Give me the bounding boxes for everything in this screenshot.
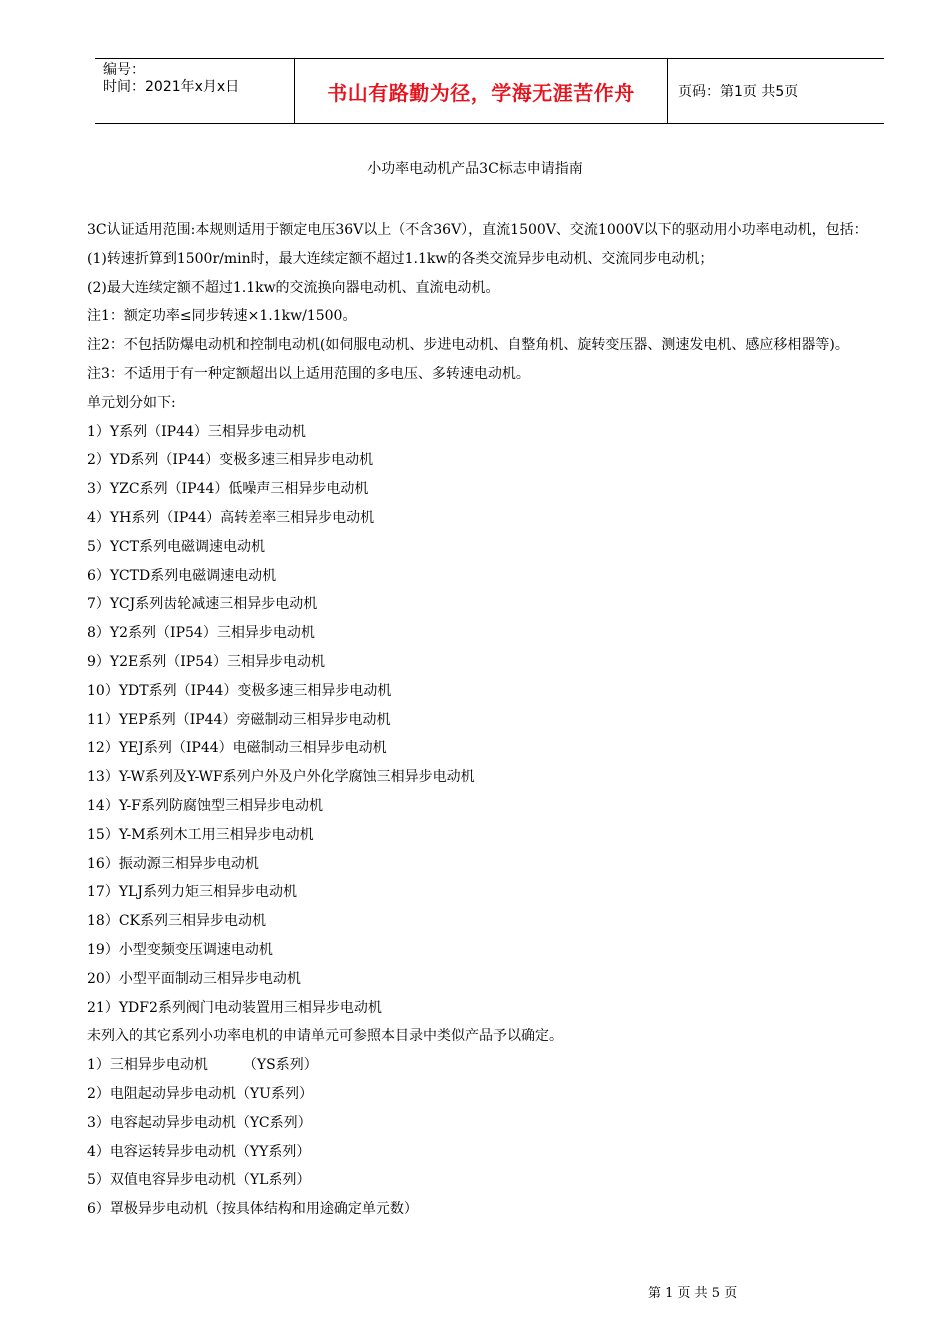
body-paragraph: 16）振动源三相异步电动机	[87, 855, 259, 872]
header-page-number: 页码：第1页 共5页	[678, 84, 799, 100]
body-paragraph: 13）Y-W系列及Y-WF系列户外及户外化学腐蚀三相异步电动机	[87, 769, 475, 786]
body-paragraph: 3）电容起动异步电动机（YC系列）	[87, 1114, 312, 1131]
body-paragraph: 12）YEJ系列（IP44）电磁制动三相异步电动机	[87, 740, 387, 757]
body-paragraph: 9）Y2E系列（IP54）三相异步电动机	[87, 653, 326, 670]
body-paragraph: 8）Y2系列（IP54）三相异步电动机	[87, 625, 315, 642]
body-paragraph: 10）YDT系列（IP44）变极多速三相异步电动机	[87, 682, 392, 699]
body-paragraph: 注2：不包括防爆电动机和控制电动机(如伺服电动机、步进电动机、自整角机、旋转变压器、测速发电机、感应移相器等)。	[87, 337, 849, 354]
body-paragraph: 1）三相异步电动机 （YS系列）	[87, 1057, 318, 1074]
body-paragraph: 1）Y系列（IP44）三相异步电动机	[87, 423, 306, 440]
body-paragraph: 15）Y-M系列木工用三相异步电动机	[87, 826, 314, 843]
body-paragraph: 单元划分如下:	[87, 394, 176, 411]
body-paragraph: 5）YCT系列电磁调速电动机	[87, 538, 265, 555]
page-header	[95, 58, 884, 124]
body-paragraph: 注1：额定功率≤同步转速×1.1kw/1500。	[87, 308, 357, 325]
body-paragraph: 19）小型变频变压调速电动机	[87, 941, 273, 958]
body-paragraph: 17）YLJ系列力矩三相异步电动机	[87, 884, 297, 901]
body-paragraph: 21）YDF2系列阀门电动装置用三相异步电动机	[87, 999, 382, 1016]
body-paragraph: 6）罩极异步电动机（按具体结构和用途确定单元数）	[87, 1201, 418, 1218]
document-body	[87, 216, 887, 1224]
body-paragraph: 11）YEP系列（IP44）旁磁制动三相异步电动机	[87, 711, 391, 728]
header-time: 时间：2021年x月x日	[103, 79, 240, 95]
body-paragraph: 6）YCTD系列电磁调速电动机	[87, 567, 277, 584]
body-paragraph: (1)转速折算到1500r/min时，最大连续定额不超过1.1kw的各类交流异步电动机、交流同步电动机；	[87, 250, 714, 267]
page-footer: 第 1 页 共 5 页	[648, 1286, 738, 1301]
body-paragraph: 4）YH系列（IP44）高转差率三相异步电动机	[87, 509, 375, 526]
body-paragraph: 14）Y-F系列防腐蚀型三相异步电动机	[87, 797, 323, 814]
body-paragraph: 18）CK系列三相异步电动机	[87, 913, 266, 930]
body-paragraph: (2)最大连续定额不超过1.1kw的交流换向器电动机、直流电动机。	[87, 279, 500, 296]
header-motto: 书山有路勤为径，学海无涯苦作舟	[295, 59, 668, 123]
body-paragraph: 2）YD系列（IP44）变极多速三相异步电动机	[87, 452, 374, 469]
body-paragraph: 7）YCJ系列齿轮减速三相异步电动机	[87, 596, 318, 613]
body-paragraph: 4）电容运转异步电动机（YY系列）	[87, 1143, 311, 1160]
document-title: 小功率电动机产品3C标志申请指南	[367, 161, 583, 177]
body-paragraph: 未列入的其它系列小功率电机的申请单元可参照本目录中类似产品予以确定。	[87, 1028, 563, 1045]
body-paragraph: 3）YZC系列（IP44）低噪声三相异步电动机	[87, 481, 369, 498]
body-paragraph: 2）电阻起动异步电动机（YU系列）	[87, 1085, 313, 1102]
body-paragraph: 注3：不适用于有一种定额超出以上适用范围的多电压、多转速电动机。	[87, 365, 530, 382]
header-meta	[95, 59, 295, 123]
body-paragraph: 20）小型平面制动三相异步电动机	[87, 970, 301, 987]
body-paragraph: 3C认证适用范围:本规则适用于额定电压36V以上（不含36V），直流1500V、交流1000V以下的驱动用小功率电动机，包括：	[87, 222, 868, 238]
header-number: 编号：	[103, 62, 145, 78]
body-paragraph: 5）双值电容异步电动机（YL系列）	[87, 1172, 311, 1189]
